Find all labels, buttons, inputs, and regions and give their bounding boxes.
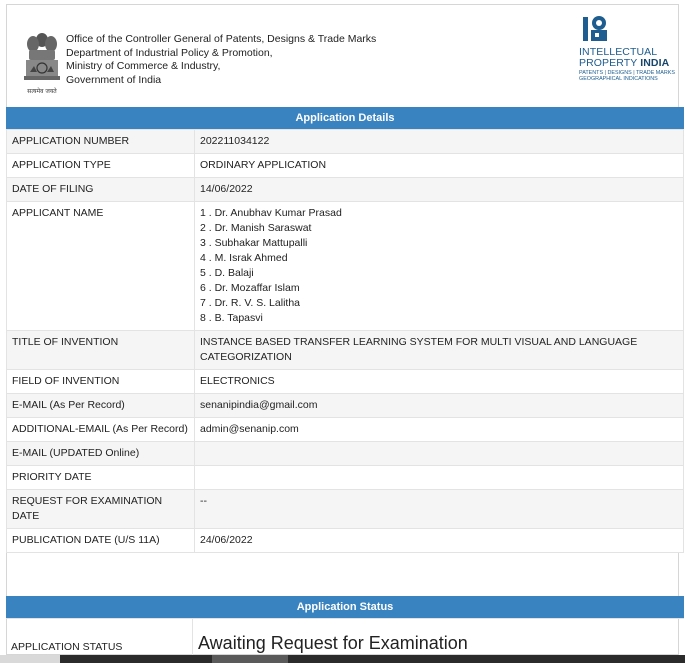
table-row [7,130,684,154]
table-row [7,370,684,394]
table-row [7,442,684,466]
row-value: -- [195,490,684,529]
row-value: 24/06/2022 [195,529,684,553]
logo-text-4: GEOGRAPHICAL INDICATIONS [579,76,658,82]
column-divider [192,619,193,659]
applicant-item: 8 . B. Tapasvi [200,312,263,324]
table-row [7,466,684,490]
logo-text-3: PATENTS | DESIGNS | TRADE MARKS [579,70,675,76]
logo-text-2 [579,58,669,69]
applicant-item: 7 . Dr. R. V. S. Lalitha [200,297,300,309]
row-label: PUBLICATION DATE (U/S 11A) [7,529,195,553]
applicant-item: 6 . Dr. Mozaffar Islam [200,282,300,294]
table-row [7,394,684,418]
row-label: E-MAIL (As Per Record) [7,394,195,418]
applicant-item: 5 . D. Balaji [200,267,254,279]
applicant-item: 2 . Dr. Manish Saraswat [200,222,312,234]
row-value: 14/06/2022 [195,178,684,202]
applicant-list [195,202,684,331]
national-emblem-icon [20,27,64,99]
taskbar-app-button[interactable] [212,655,288,663]
row-label: TITLE OF INVENTION [7,331,195,370]
emblem-motto: सत्यमेव जयते [27,88,57,95]
table-row [7,202,684,331]
taskbar [0,655,685,663]
row-value: admin@senanip.com [195,418,684,442]
row-value: ORDINARY APPLICATION [195,154,684,178]
row-value: 202211034122 [195,130,684,154]
office-line-3: Ministry of Commerce & Industry, [66,60,221,72]
ip-india-mark-icon [577,13,617,47]
table-row [7,529,684,553]
row-label: APPLICANT NAME [7,202,195,331]
application-status-row [6,618,684,659]
office-line-2: Department of Industrial Policy & Promotion, [66,46,273,59]
application-details-table [6,129,684,553]
applicant-item: 1 . Dr. Anubhav Kumar Prasad [200,207,342,219]
office-line-4: Government of India [66,73,162,86]
status-value: Awaiting Request for Examination [198,633,468,653]
logo-text-1: INTELLECTUAL [579,46,658,58]
row-value: INSTANCE BASED TRANSFER LEARNING SYSTEM FOR MULTI VISUAL AND LANGUAGE CATEGORIZATION [195,331,684,370]
logo-text-2b: INDIA [640,57,670,69]
table-row [7,490,684,529]
row-label: FIELD OF INVENTION [7,370,195,394]
table-row [7,418,684,442]
office-line-1: Office of the Controller General of Patents, Designs & Trade Marks [66,33,377,45]
table-row [7,331,684,370]
applicant-item: 4 . M. Israk Ahmed [200,252,288,264]
taskbar-start-area[interactable] [0,655,60,663]
status-label: APPLICATION STATUS [11,641,123,653]
row-label: ADDITIONAL-EMAIL (As Per Record) [7,418,195,442]
row-value [195,442,684,466]
page-header [7,5,678,105]
row-label: DATE OF FILING [7,178,195,202]
row-value: senanipindia@gmail.com [195,394,684,418]
row-label: APPLICATION NUMBER [7,130,195,154]
ip-india-logo [577,13,673,93]
row-value: ELECTRONICS [195,370,684,394]
row-value [195,466,684,490]
applicant-item: 3 . Subhakar Mattupalli [200,237,308,249]
row-label: PRIORITY DATE [7,466,195,490]
table-row [7,178,684,202]
application-details-header: Application Details [6,107,684,129]
row-label: REQUEST FOR EXAMINATION DATE [7,490,195,529]
table-row [7,154,684,178]
office-name [66,33,376,87]
logo-text-2a: PROPERTY [579,57,641,69]
row-label: APPLICATION TYPE [7,154,195,178]
application-status-header: Application Status [6,596,684,618]
row-label: E-MAIL (UPDATED Online) [7,442,195,466]
